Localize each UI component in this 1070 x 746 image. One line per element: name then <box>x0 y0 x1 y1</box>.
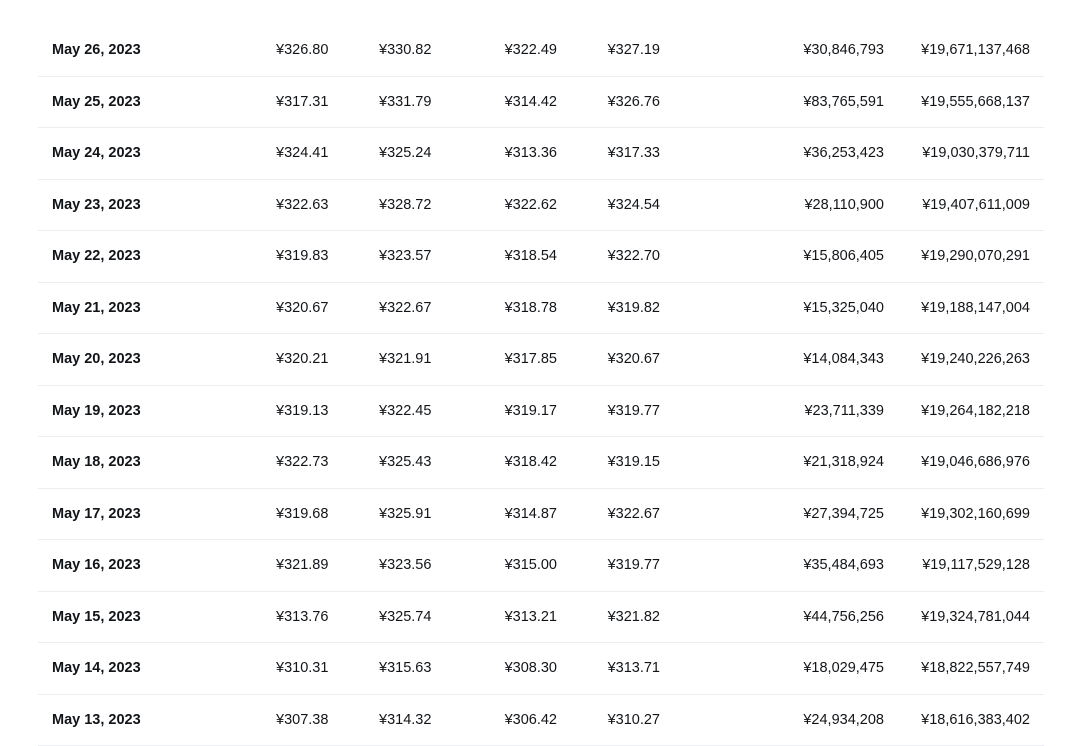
row-market-cap: ¥18,616,383,402 <box>921 695 1030 745</box>
row-low-price: ¥318.54 <box>505 231 557 281</box>
row-open-price: ¥320.67 <box>276 283 328 333</box>
row-date: May 20, 2023 <box>52 334 141 384</box>
row-volume: ¥35,484,693 <box>803 540 884 590</box>
row-market-cap: ¥19,324,781,044 <box>921 592 1030 642</box>
row-market-cap: ¥19,555,668,137 <box>921 77 1030 127</box>
row-low-price: ¥306.42 <box>505 695 557 745</box>
row-volume: ¥24,934,208 <box>803 695 884 745</box>
row-close-price: ¥321.82 <box>608 592 660 642</box>
row-close-price: ¥327.19 <box>608 25 660 75</box>
row-volume: ¥44,756,256 <box>803 592 884 642</box>
row-date: May 23, 2023 <box>52 180 141 230</box>
row-volume: ¥15,806,405 <box>803 231 884 281</box>
row-low-price: ¥318.78 <box>505 283 557 333</box>
row-date: May 22, 2023 <box>52 231 141 281</box>
row-low-price: ¥308.30 <box>505 643 557 693</box>
row-close-price: ¥319.15 <box>608 437 660 487</box>
row-high-price: ¥322.67 <box>379 283 431 333</box>
row-open-price: ¥319.68 <box>276 489 328 539</box>
table-row <box>38 695 1044 746</box>
row-open-price: ¥322.63 <box>276 180 328 230</box>
row-date: May 26, 2023 <box>52 25 141 75</box>
row-open-price: ¥317.31 <box>276 77 328 127</box>
row-volume: ¥27,394,725 <box>803 489 884 539</box>
table-row <box>38 643 1044 695</box>
table-row <box>38 592 1044 644</box>
row-high-price: ¥323.57 <box>379 231 431 281</box>
row-close-price: ¥319.77 <box>608 386 660 436</box>
row-date: May 24, 2023 <box>52 128 141 178</box>
row-low-price: ¥322.62 <box>505 180 557 230</box>
table-row <box>38 334 1044 386</box>
row-low-price: ¥318.42 <box>505 437 557 487</box>
row-high-price: ¥331.79 <box>379 77 431 127</box>
row-market-cap: ¥19,030,379,711 <box>922 128 1030 178</box>
row-market-cap: ¥19,264,182,218 <box>921 386 1030 436</box>
table-row <box>38 540 1044 592</box>
row-low-price: ¥314.42 <box>505 77 557 127</box>
row-date: May 21, 2023 <box>52 283 141 333</box>
row-market-cap: ¥19,290,070,291 <box>921 231 1030 281</box>
row-close-price: ¥320.67 <box>608 334 660 384</box>
row-low-price: ¥313.36 <box>505 128 557 178</box>
row-high-price: ¥330.82 <box>379 25 431 75</box>
row-high-price: ¥322.45 <box>379 386 431 436</box>
row-market-cap: ¥19,188,147,004 <box>921 283 1030 333</box>
row-date: May 25, 2023 <box>52 77 141 127</box>
row-open-price: ¥326.80 <box>276 25 328 75</box>
row-high-price: ¥314.32 <box>379 695 431 745</box>
row-open-price: ¥321.89 <box>276 540 328 590</box>
row-close-price: ¥319.82 <box>608 283 660 333</box>
table-row <box>38 489 1044 541</box>
row-market-cap: ¥18,822,557,749 <box>921 643 1030 693</box>
table-row <box>38 386 1044 438</box>
row-volume: ¥18,029,475 <box>803 643 884 693</box>
row-date: May 16, 2023 <box>52 540 141 590</box>
row-open-price: ¥313.76 <box>276 592 328 642</box>
row-close-price: ¥326.76 <box>608 77 660 127</box>
row-open-price: ¥310.31 <box>276 643 328 693</box>
row-open-price: ¥319.83 <box>276 231 328 281</box>
row-market-cap: ¥19,117,529,128 <box>922 540 1030 590</box>
row-low-price: ¥319.17 <box>505 386 557 436</box>
row-open-price: ¥322.73 <box>276 437 328 487</box>
row-low-price: ¥322.49 <box>505 25 557 75</box>
row-date: May 19, 2023 <box>52 386 141 436</box>
row-volume: ¥15,325,040 <box>803 283 884 333</box>
row-market-cap: ¥19,407,611,009 <box>922 180 1030 230</box>
row-date: May 13, 2023 <box>52 695 141 745</box>
row-market-cap: ¥19,671,137,468 <box>921 25 1030 75</box>
row-high-price: ¥321.91 <box>379 334 431 384</box>
row-high-price: ¥328.72 <box>379 180 431 230</box>
row-close-price: ¥317.33 <box>608 128 660 178</box>
row-low-price: ¥317.85 <box>505 334 557 384</box>
row-open-price: ¥320.21 <box>276 334 328 384</box>
table-row <box>38 25 1044 77</box>
row-volume: ¥28,110,900 <box>804 180 884 230</box>
table-row <box>38 437 1044 489</box>
table-row <box>38 77 1044 129</box>
row-high-price: ¥325.74 <box>379 592 431 642</box>
row-close-price: ¥324.54 <box>608 180 660 230</box>
row-open-price: ¥319.13 <box>276 386 328 436</box>
row-low-price: ¥315.00 <box>505 540 557 590</box>
row-low-price: ¥314.87 <box>505 489 557 539</box>
row-volume: ¥30,846,793 <box>803 25 884 75</box>
row-open-price: ¥324.41 <box>276 128 328 178</box>
row-close-price: ¥313.71 <box>608 643 660 693</box>
table-row <box>38 231 1044 283</box>
table-row <box>38 180 1044 232</box>
table-row <box>38 128 1044 180</box>
row-close-price: ¥319.77 <box>608 540 660 590</box>
historical-price-table <box>38 25 1044 746</box>
row-close-price: ¥310.27 <box>608 695 660 745</box>
row-close-price: ¥322.70 <box>608 231 660 281</box>
row-volume: ¥21,318,924 <box>803 437 884 487</box>
row-date: May 14, 2023 <box>52 643 141 693</box>
row-high-price: ¥325.43 <box>379 437 431 487</box>
row-close-price: ¥322.67 <box>608 489 660 539</box>
row-market-cap: ¥19,302,160,699 <box>921 489 1030 539</box>
row-volume: ¥23,711,339 <box>804 386 884 436</box>
row-market-cap: ¥19,046,686,976 <box>921 437 1030 487</box>
row-low-price: ¥313.21 <box>505 592 557 642</box>
row-market-cap: ¥19,240,226,263 <box>921 334 1030 384</box>
row-volume: ¥36,253,423 <box>803 128 884 178</box>
row-high-price: ¥325.91 <box>379 489 431 539</box>
row-date: May 15, 2023 <box>52 592 141 642</box>
row-date: May 17, 2023 <box>52 489 141 539</box>
row-volume: ¥14,084,343 <box>803 334 884 384</box>
row-high-price: ¥323.56 <box>379 540 431 590</box>
row-volume: ¥83,765,591 <box>803 77 884 127</box>
row-date: May 18, 2023 <box>52 437 141 487</box>
table-row <box>38 283 1044 335</box>
row-high-price: ¥315.63 <box>379 643 431 693</box>
row-open-price: ¥307.38 <box>276 695 328 745</box>
row-high-price: ¥325.24 <box>379 128 431 178</box>
